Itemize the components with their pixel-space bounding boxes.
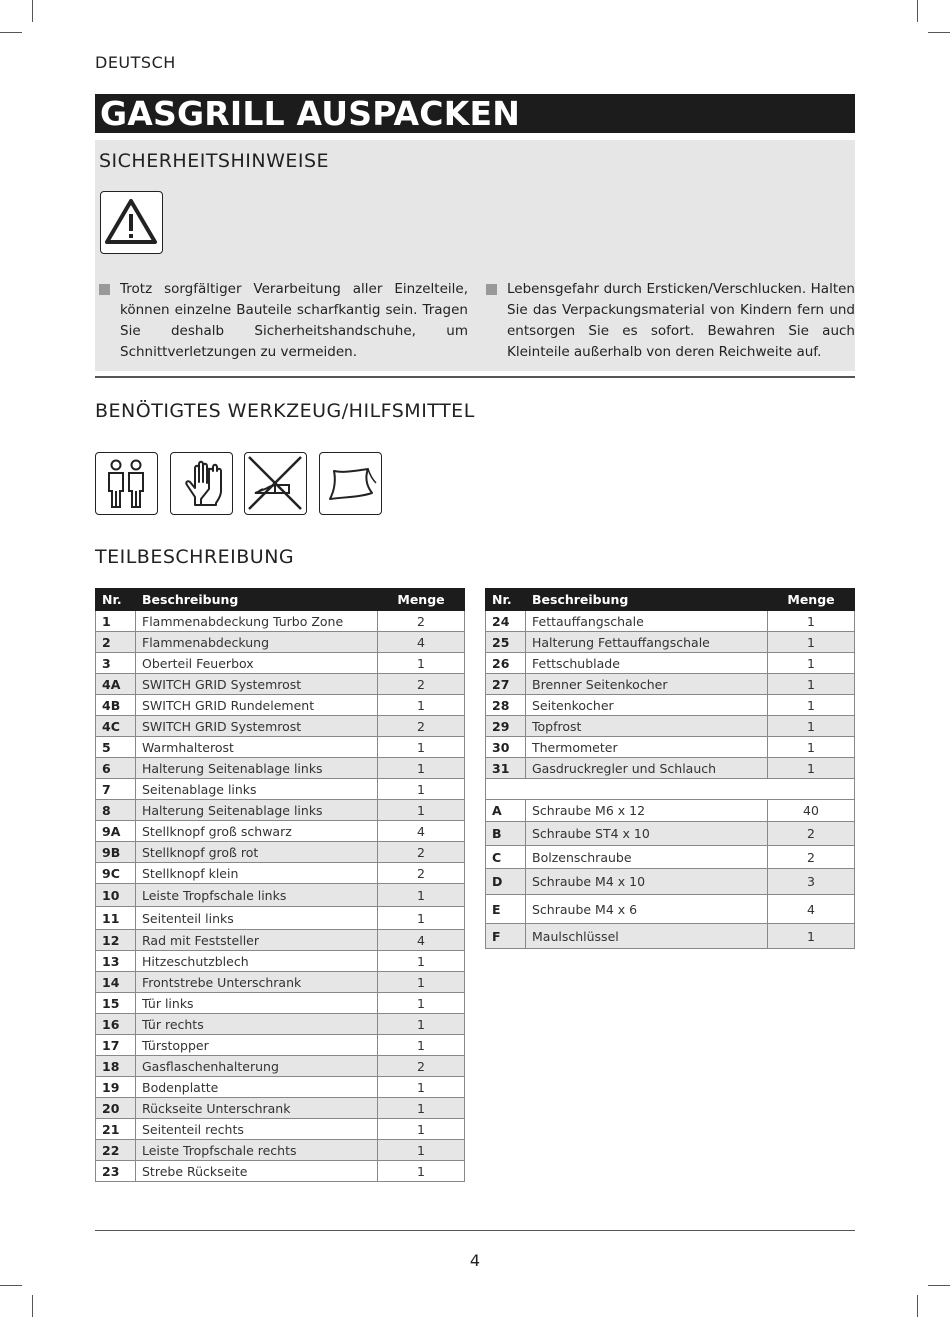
part-quantity: 2 — [768, 846, 855, 869]
part-quantity: 2 — [378, 842, 465, 863]
page-title: GASGRILL AUSPACKEN — [95, 94, 855, 133]
column-header-quantity: Menge — [768, 589, 855, 611]
part-number: 9B — [96, 842, 136, 863]
part-number: 15 — [96, 993, 136, 1014]
part-description: Stellknopf klein — [136, 863, 378, 884]
crop-mark — [32, 0, 33, 22]
part-quantity: 1 — [378, 1035, 465, 1056]
table-row — [486, 611, 855, 632]
part-description: Seitenkocher — [526, 695, 768, 716]
part-quantity: 4 — [378, 821, 465, 842]
part-number: 22 — [96, 1140, 136, 1161]
part-quantity: 1 — [378, 1098, 465, 1119]
gloves-icon — [170, 452, 233, 515]
crop-mark — [917, 0, 918, 22]
table-row — [96, 821, 465, 842]
part-description: Schraube M4 x 6 — [526, 895, 768, 924]
column-header-nr: Nr. — [96, 589, 136, 611]
part-description: Flammenabdeckung Turbo Zone — [136, 611, 378, 632]
part-number: B — [486, 822, 526, 846]
table-row — [96, 779, 465, 800]
table-row — [96, 1056, 465, 1077]
safety-note — [120, 279, 468, 363]
part-number: 20 — [96, 1098, 136, 1119]
table-row — [486, 758, 855, 779]
part-number: 11 — [96, 907, 136, 930]
part-quantity: 1 — [768, 924, 855, 949]
part-description: Oberteil Feuerbox — [136, 653, 378, 674]
part-number: 18 — [96, 1056, 136, 1077]
part-description: SWITCH GRID Systemrost — [136, 716, 378, 737]
part-number: 25 — [486, 632, 526, 653]
column-header-description: Beschreibung — [526, 589, 768, 611]
part-description: Stellknopf groß rot — [136, 842, 378, 863]
part-quantity: 2 — [378, 1056, 465, 1077]
part-quantity: 1 — [768, 653, 855, 674]
part-number: 21 — [96, 1119, 136, 1140]
part-description: Leiste Tropfschale rechts — [136, 1140, 378, 1161]
part-quantity: 1 — [378, 951, 465, 972]
part-number: 4C — [96, 716, 136, 737]
part-number: 14 — [96, 972, 136, 993]
table-row — [96, 653, 465, 674]
crop-mark — [928, 1285, 950, 1286]
table-row — [96, 907, 465, 930]
part-number: C — [486, 846, 526, 869]
no-cutter-knife-icon — [244, 452, 307, 515]
part-quantity: 1 — [378, 800, 465, 821]
tools-heading: BENÖTIGTES WERKZEUG/HILFSMITTEL — [95, 400, 475, 422]
part-number: 26 — [486, 653, 526, 674]
table-row — [96, 1077, 465, 1098]
part-description: Türstopper — [136, 1035, 378, 1056]
table-row — [96, 758, 465, 779]
column-header-nr: Nr. — [486, 589, 526, 611]
part-description: Schraube ST4 x 10 — [526, 822, 768, 846]
part-number: 9C — [96, 863, 136, 884]
part-description: Tür links — [136, 993, 378, 1014]
part-quantity: 1 — [768, 737, 855, 758]
part-quantity: 1 — [378, 972, 465, 993]
part-description: Stellknopf groß schwarz — [136, 821, 378, 842]
table-row — [96, 674, 465, 695]
part-quantity: 3 — [768, 869, 855, 895]
table-row — [96, 1014, 465, 1035]
part-description: Rückseite Unterschrank — [136, 1098, 378, 1119]
part-description: Thermometer — [526, 737, 768, 758]
table-row — [96, 737, 465, 758]
parts-table-right — [485, 588, 855, 949]
part-description: Maulschlüssel — [526, 924, 768, 949]
part-description: Gasflaschenhalterung — [136, 1056, 378, 1077]
table-row — [96, 1140, 465, 1161]
part-number: E — [486, 895, 526, 924]
safety-note — [507, 279, 855, 363]
bullet-icon — [486, 284, 497, 295]
safety-note-text: Lebensgefahr durch Ersticken/Verschlucken. Halten Sie das Verpackungsmaterial von Kindern fern und entsorgen Sie es sofort. Bewahren Sie auch Kleinteile außerhalb von deren Reichweite auf. — [507, 281, 855, 360]
part-description: Fettauffangschale — [526, 611, 768, 632]
part-description: Seitenablage links — [136, 779, 378, 800]
part-number: 1 — [96, 611, 136, 632]
part-quantity: 2 — [378, 716, 465, 737]
part-number: 23 — [96, 1161, 136, 1182]
part-description: Halterung Seitenablage links — [136, 800, 378, 821]
table-row — [486, 895, 855, 924]
part-description: Schraube M6 x 12 — [526, 800, 768, 822]
part-quantity: 1 — [768, 674, 855, 695]
part-quantity: 1 — [378, 1077, 465, 1098]
crop-mark — [0, 1285, 22, 1286]
part-number: 12 — [96, 930, 136, 951]
part-quantity: 1 — [378, 884, 465, 907]
table-row — [96, 884, 465, 907]
part-number: 2 — [96, 632, 136, 653]
table-row — [486, 869, 855, 895]
crop-mark — [0, 32, 22, 33]
part-number: 7 — [96, 779, 136, 800]
part-number: 3 — [96, 653, 136, 674]
part-number: 6 — [96, 758, 136, 779]
crop-mark — [917, 1295, 918, 1317]
part-number: D — [486, 869, 526, 895]
table-row — [96, 972, 465, 993]
part-quantity: 1 — [378, 993, 465, 1014]
part-description: Strebe Rückseite — [136, 1161, 378, 1182]
part-number: 13 — [96, 951, 136, 972]
crop-mark — [32, 1295, 33, 1317]
table-row — [96, 1119, 465, 1140]
table-row — [96, 930, 465, 951]
two-persons-icon — [95, 452, 158, 515]
warning-triangle-icon — [100, 191, 163, 254]
part-quantity: 4 — [768, 895, 855, 924]
spacer-cell — [486, 779, 855, 800]
part-number: 16 — [96, 1014, 136, 1035]
parts-table-left — [95, 588, 465, 1182]
part-description: SWITCH GRID Rundelement — [136, 695, 378, 716]
table-row — [96, 842, 465, 863]
part-quantity: 2 — [768, 822, 855, 846]
table-row — [96, 993, 465, 1014]
part-description: Rad mit Feststeller — [136, 930, 378, 951]
table-row — [96, 611, 465, 632]
table-row — [96, 1098, 465, 1119]
part-number: 10 — [96, 884, 136, 907]
part-description: Halterung Seitenablage links — [136, 758, 378, 779]
part-description: Seitenteil links — [136, 907, 378, 930]
part-description: Hitzeschutzblech — [136, 951, 378, 972]
part-description: Bodenplatte — [136, 1077, 378, 1098]
part-description: Seitenteil rechts — [136, 1119, 378, 1140]
table-row — [486, 846, 855, 869]
table-row — [486, 653, 855, 674]
part-quantity: 1 — [768, 758, 855, 779]
part-number: 9A — [96, 821, 136, 842]
part-quantity: 1 — [378, 758, 465, 779]
part-number: 31 — [486, 758, 526, 779]
part-number: 28 — [486, 695, 526, 716]
safety-section — [95, 140, 855, 371]
part-number: 5 — [96, 737, 136, 758]
part-quantity: 2 — [378, 863, 465, 884]
table-row — [96, 716, 465, 737]
table-row — [486, 924, 855, 949]
part-quantity: 1 — [378, 737, 465, 758]
part-description: Tür rechts — [136, 1014, 378, 1035]
table-row — [486, 737, 855, 758]
part-quantity: 1 — [378, 1119, 465, 1140]
part-description: SWITCH GRID Systemrost — [136, 674, 378, 695]
part-description: Frontstrebe Unterschrank — [136, 972, 378, 993]
part-number: 29 — [486, 716, 526, 737]
part-description: Schraube M4 x 10 — [526, 869, 768, 895]
part-quantity: 1 — [378, 1140, 465, 1161]
table-spacer-row — [486, 779, 855, 800]
part-description: Flammenabdeckung — [136, 632, 378, 653]
table-row — [486, 822, 855, 846]
part-description: Fettschublade — [526, 653, 768, 674]
divider — [95, 1230, 855, 1231]
table-row — [96, 1161, 465, 1182]
part-quantity: 1 — [378, 907, 465, 930]
table-row — [96, 1035, 465, 1056]
part-description: Gasdruckregler und Schlauch — [526, 758, 768, 779]
table-row — [96, 632, 465, 653]
part-number: 4A — [96, 674, 136, 695]
part-quantity: 1 — [768, 632, 855, 653]
part-number: 8 — [96, 800, 136, 821]
part-quantity: 1 — [768, 716, 855, 737]
part-quantity: 2 — [378, 674, 465, 695]
page-number: 4 — [469, 1251, 481, 1270]
table-row — [96, 951, 465, 972]
parts-heading: TEILBESCHREIBUNG — [95, 546, 295, 568]
part-number: A — [486, 800, 526, 822]
crop-mark — [928, 32, 950, 33]
column-header-description: Beschreibung — [136, 589, 378, 611]
table-row — [486, 632, 855, 653]
part-description: Warmhalterost — [136, 737, 378, 758]
part-quantity: 4 — [378, 632, 465, 653]
divider — [95, 376, 855, 378]
bullet-icon — [99, 284, 110, 295]
part-quantity: 1 — [768, 611, 855, 632]
column-header-quantity: Menge — [378, 589, 465, 611]
part-description: Topfrost — [526, 716, 768, 737]
part-description: Brenner Seitenkocher — [526, 674, 768, 695]
table-row — [96, 800, 465, 821]
part-description: Leiste Tropfschale links — [136, 884, 378, 907]
part-quantity: 4 — [378, 930, 465, 951]
part-quantity: 40 — [768, 800, 855, 822]
part-number: 19 — [96, 1077, 136, 1098]
part-quantity: 1 — [378, 653, 465, 674]
table-row — [96, 695, 465, 716]
part-quantity: 1 — [378, 1014, 465, 1035]
table-row — [486, 695, 855, 716]
part-description: Halterung Fettauffangschale — [526, 632, 768, 653]
part-description: Bolzenschraube — [526, 846, 768, 869]
part-number: 24 — [486, 611, 526, 632]
part-quantity: 1 — [378, 779, 465, 800]
safety-note-text: Trotz sorgfältiger Verarbeitung aller Einzelteile, können einzelne Bauteile scharfkantig sein. Tragen Sie deshalb Sicherheitshandschuhe, um Schnittverletzungen zu vermeiden. — [120, 281, 468, 360]
table-row — [96, 863, 465, 884]
language-label: DEUTSCH — [95, 53, 176, 72]
safety-heading: SICHERHEITSHINWEISE — [99, 150, 330, 172]
part-number: 17 — [96, 1035, 136, 1056]
part-number: F — [486, 924, 526, 949]
table-row — [486, 800, 855, 822]
part-number: 4B — [96, 695, 136, 716]
part-quantity: 1 — [768, 695, 855, 716]
table-row — [486, 674, 855, 695]
part-quantity: 2 — [378, 611, 465, 632]
part-number: 27 — [486, 674, 526, 695]
table-row — [486, 716, 855, 737]
hardware-rows — [486, 800, 855, 949]
part-quantity: 1 — [378, 1161, 465, 1182]
part-number: 30 — [486, 737, 526, 758]
cloth-icon — [319, 452, 382, 515]
part-quantity: 1 — [378, 695, 465, 716]
